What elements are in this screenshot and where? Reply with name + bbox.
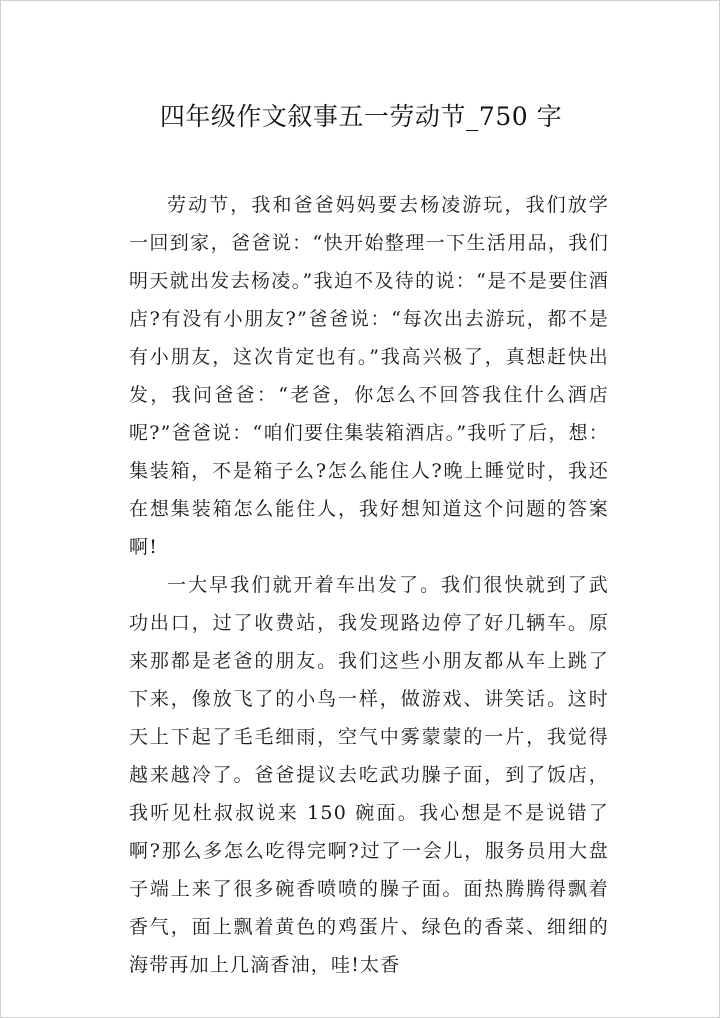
paragraph-1: 劳动节，我和爸爸妈妈要去杨凌游玩，我们放学一回到家，爸爸说：“快开始整理一下生活用品，我们明天就出发去杨凌。”我迫不及待的说：“是不是要住酒店?有没有小朋友?”爸爸说：“每次出去游玩，都不是有小朋友，这次肯定也有。”我高兴极了，真想赶快出发，我问爸爸：“老爸，你怎么不回答我住什么酒店呢?”爸爸说：“咱们要住集装箱酒店。”我听了后，想：集装箱，不是箱子么?怎么能住人?晚上睡觉时，我还在想集装箱怎么能住人，我好想知道这个问题的答案啊! — [129, 194, 609, 558]
paragraph-2: 一大早我们就开着车出发了。我们很快就到了武功出口，过了收费站，我发现路边停了好几辆车。原来那都是老爸的朋友。我们这些小朋友都从车上跳了下来，像放飞了的小鸟一样，做游戏、讲笑话。这时天上下起了毛毛细雨，空气中雾蒙蒙的一片，我觉得越来越冷了。爸爸提议去吃武功臊子面，到了饭店，我听见杜叔叔说来 150 碗面。我心想是不是说错了啊?那么多怎么吃得完啊?过了一会儿，服务员用大盘子端上来了很多碗香喷喷的臊子面。面热腾腾得飘着香气，面上飘着黄色的鸡蛋片、绿色的香菜、细细的海带再加上几滴香油，哇!太香 — [129, 574, 609, 976]
document-title: 四年级作文叙事五一劳动节_750 字 — [159, 102, 563, 131]
document-body — [129, 186, 609, 984]
